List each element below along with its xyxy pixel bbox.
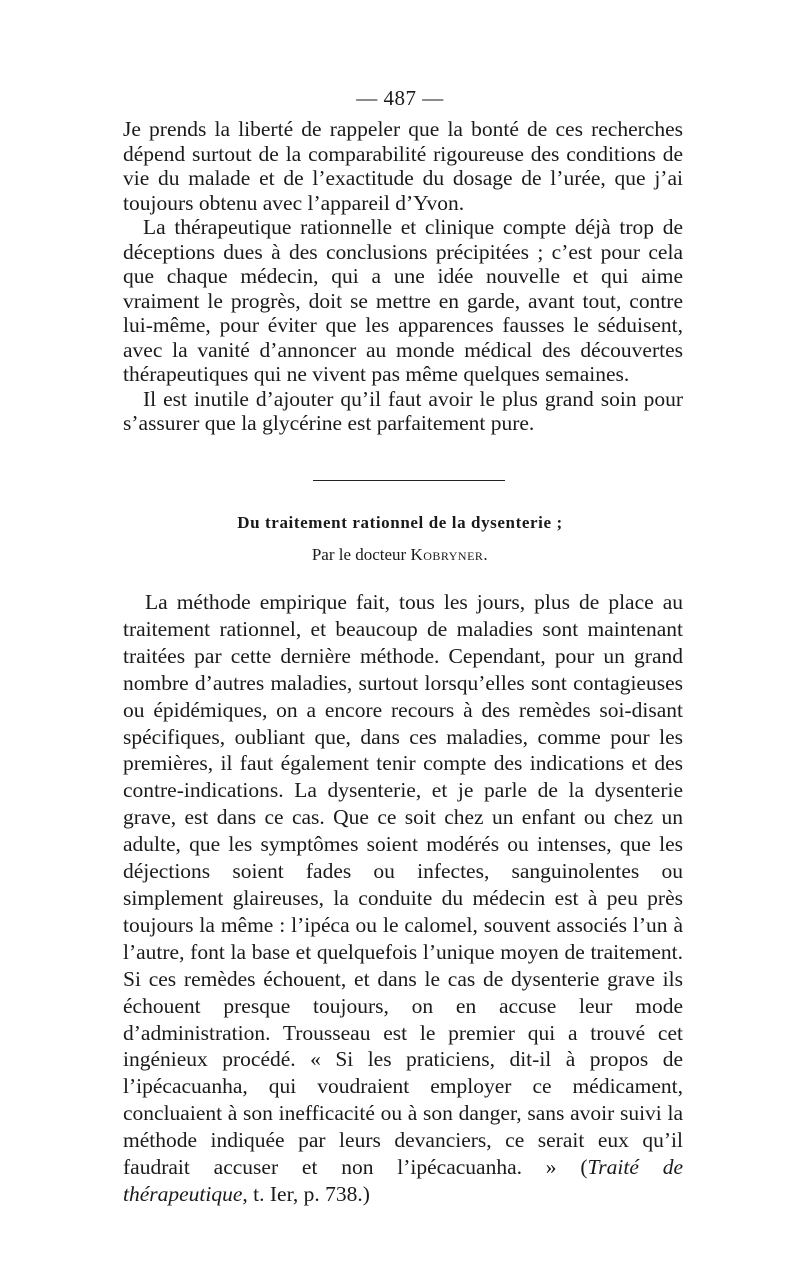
paragraph: La thérapeutique rationnelle et clinique compte déjà trop de déceptions dues à des conclusions précipitées ; c’est pour cela que chaque médecin, qui a une idée nouvelle et qui aime vraiment le progrès, doit se mettre en garde, avant tout, contre lui-même, pour éviter que les apparences fausses le séduisent, avec la vanité d’annoncer au monde médical des découvertes thérapeutiques qui ne vivent pas même quelques semaines. [123,215,683,386]
author-name: Kobryner. [410,545,489,564]
byline [0,545,800,565]
citation-title: Traité de thérapeutique [123,1155,684,1206]
paragraph: Il est inutile d’ajouter qu’il faut avoir le plus grand soin pour s’assurer que la glycérine est parfaitement pure. [123,386,683,435]
article-body [123,589,683,1208]
paragraph: Je prends la liberté de rappeler que la bonté de ces recherches dépend surtout de la comparabilité rigoureuse des conditions de vie du malade et de l’exactitude du dosage de l’urée, que j’ai toujours obtenu avec l’appareil d’Yvon. [123,117,683,215]
citation-tail: , t. Ier, p. 738.) [242,1181,370,1206]
article-title: Du traitement rationnel de la dysenterie ; [237,513,563,532]
paragraph [123,589,683,1208]
page-number: — 487 — [356,86,444,110]
byline-prefix: Par le docteur [311,545,407,564]
section-divider [313,480,505,481]
body-text: La méthode empirique fait, tous les jours, plus de place au traitement rationnel, et beaucoup de maladies sont maintenant traitées par cette dernière méthode. Cependant, pour un grand nombre d’autres maladies, surtout lorsqu’elles sont contagieuses ou épidémiques, on a encore recours à des remèdes soi-disant spécifiques, oubliant que, dans ces maladies, comme pour les premières, il faut également tenir compte des indications et des contre-indications. La dysenterie, et je parle de la dysenterie grave, est dans ce cas. Que ce soit chez un enfant ou chez un adulte, que les symptômes soient modérés ou intenses, que les déjections soient fades ou infectes, sanguinolentes ou simplement glaireuses, la conduite du médecin est à peu près toujours la même : l’ipéca ou le calomel, souvent associés l’un à l’autre, font la base et quelquefois l’unique moyen de traitement. Si ces remèdes échouent, et dans le cas de dysenterie grave ils échouent presque toujours, on en accuse leur mode d’administration. Trousseau est le premier qui a trouvé cet ingénieux procédé. « Si les praticiens, dit-il à propos de l’ipécacuanha, qui voudraient employer ce médicament, concluaient à son inefficacité ou à son danger, sans avoir suivi la méthode indiquée par leurs devanciers, ce serait eux qu’il faudrait accuser et non l’ipécacuanha. » ( [123,590,683,1180]
intro-text [123,117,683,436]
